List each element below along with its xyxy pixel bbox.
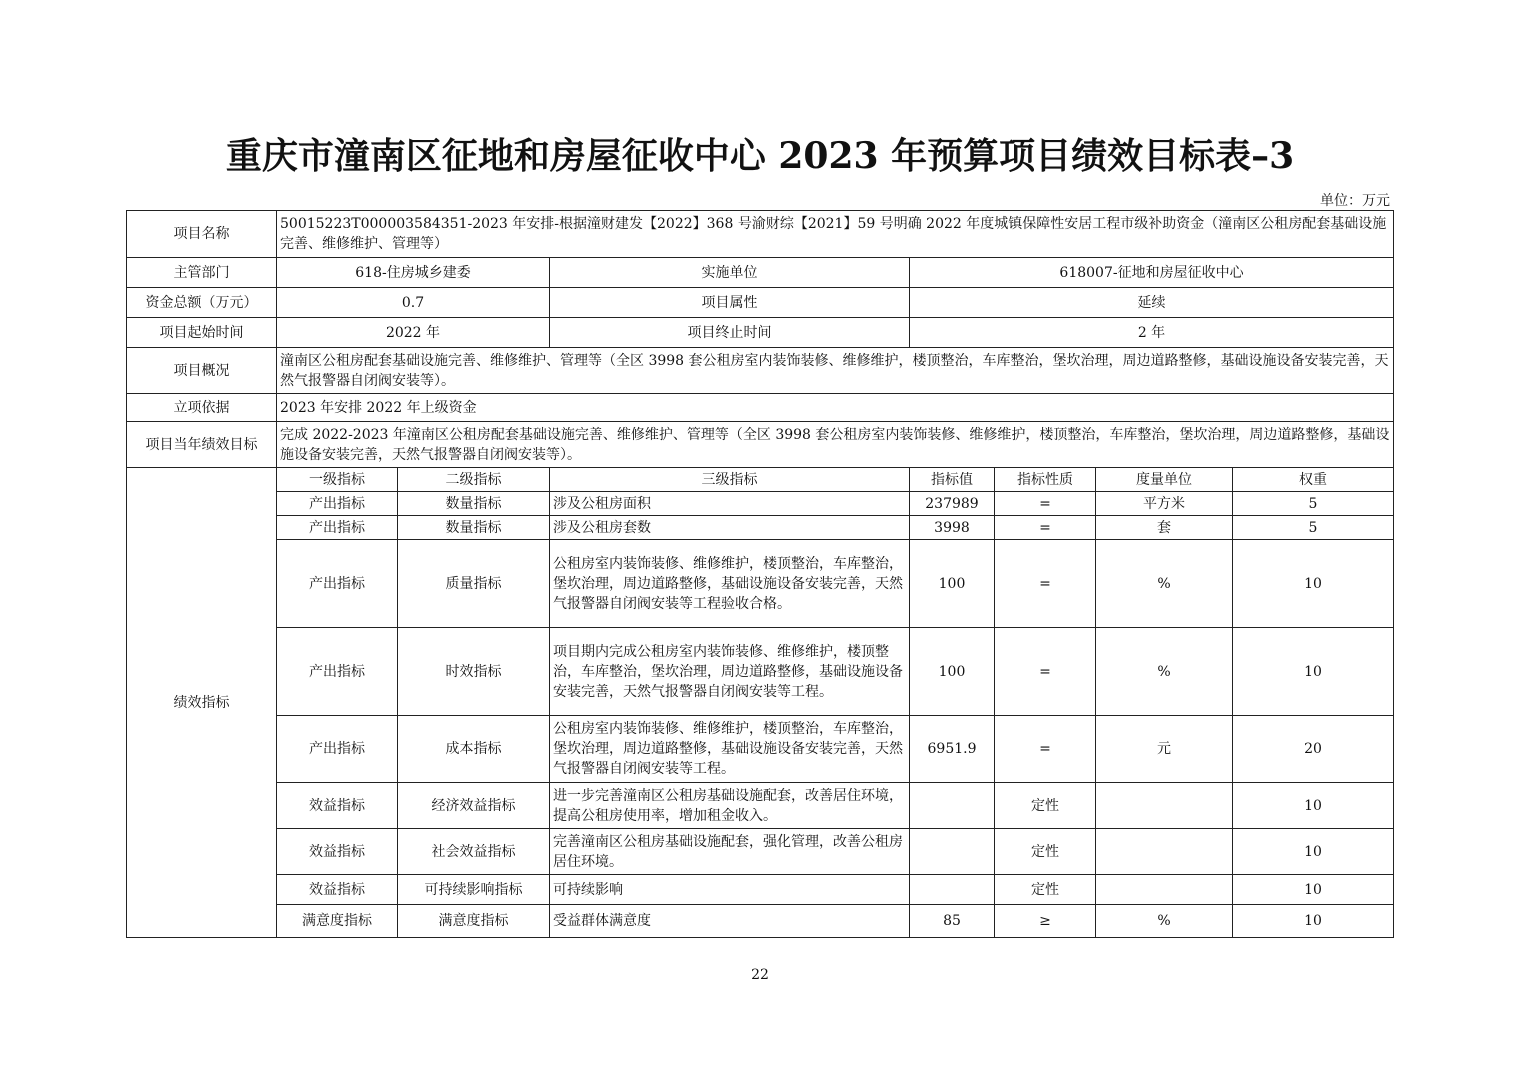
- page-number: 22: [751, 967, 769, 983]
- unit-cell: 平方米: [1096, 492, 1233, 516]
- nature-cell: ≥: [995, 905, 1096, 938]
- start-label: 项目起始时间: [127, 318, 277, 348]
- attr-label: 项目属性: [550, 288, 910, 318]
- table-row: [127, 492, 1394, 516]
- unit-label: 单位：万元: [1320, 193, 1390, 209]
- level1-cell: 产出指标: [277, 716, 398, 783]
- value-cell: 100: [910, 540, 995, 628]
- weight-cell: 10: [1233, 783, 1394, 829]
- weight-cell: 10: [1233, 875, 1394, 905]
- basis-label: 立项依据: [127, 394, 277, 422]
- overview-label: 项目概况: [127, 348, 277, 394]
- unit-cell: 元: [1096, 716, 1233, 783]
- level3-cell: 公租房室内装饰装修、维修维护，楼顶整治，车库整治，堡坎治理，周边道路整修，基础设施设备安装完善，天然气报警器自闭阀安装等工程。: [550, 716, 910, 783]
- level2-cell: 时效指标: [398, 628, 550, 716]
- weight-cell: 10: [1233, 829, 1394, 875]
- table-row: [127, 516, 1394, 540]
- header-level3: 三级指标: [550, 468, 910, 492]
- level3-cell: 受益群体满意度: [550, 905, 910, 938]
- value-cell: 237989: [910, 492, 995, 516]
- level3-cell: 项目期内完成公租房室内装饰装修、维修维护，楼顶整治，车库整治，堡坎治理，周边道路整修，基础设施设备安装完善，天然气报警器自闭阀安装等工程。: [550, 628, 910, 716]
- level1-cell: 产出指标: [277, 628, 398, 716]
- nature-cell: =: [995, 716, 1096, 783]
- level2-cell: 成本指标: [398, 716, 550, 783]
- dept-label: 主管部门: [127, 258, 277, 288]
- level1-cell: 产出指标: [277, 540, 398, 628]
- start-value: 2022 年: [277, 318, 550, 348]
- table-row: [127, 540, 1394, 628]
- end-label: 项目终止时间: [550, 318, 910, 348]
- level1-cell: 产出指标: [277, 516, 398, 540]
- weight-cell: 20: [1233, 716, 1394, 783]
- nature-cell: 定性: [995, 875, 1096, 905]
- end-value: 2 年: [910, 318, 1394, 348]
- value-cell: 85: [910, 905, 995, 938]
- unit-cell: [1096, 875, 1233, 905]
- unit-cell: [1096, 783, 1233, 829]
- value-cell: [910, 875, 995, 905]
- level1-cell: 效益指标: [277, 829, 398, 875]
- value-cell: 3998: [910, 516, 995, 540]
- performance-table: [126, 210, 1394, 938]
- level1-cell: 效益指标: [277, 783, 398, 829]
- level2-cell: 数量指标: [398, 492, 550, 516]
- level2-cell: 数量指标: [398, 516, 550, 540]
- value-cell: [910, 829, 995, 875]
- unit-cell: %: [1096, 905, 1233, 938]
- table-row: [127, 829, 1394, 875]
- nature-cell: =: [995, 516, 1096, 540]
- value-cell: 100: [910, 628, 995, 716]
- table-row: [127, 875, 1394, 905]
- header-nature: 指标性质: [995, 468, 1096, 492]
- level3-cell: 可持续影响: [550, 875, 910, 905]
- header-weight: 权重: [1233, 468, 1394, 492]
- level3-cell: 公租房室内装饰装修、维修维护，楼顶整治，车库整治，堡坎治理，周边道路整修，基础设施设备安装完善，天然气报警器自闭阀安装等工程验收合格。: [550, 540, 910, 628]
- level3-cell: 进一步完善潼南区公租房基础设施配套，改善居住环境，提高公租房使用率，增加租金收入。: [550, 783, 910, 829]
- weight-cell: 5: [1233, 516, 1394, 540]
- header-level1: 一级指标: [277, 468, 398, 492]
- weight-cell: 10: [1233, 905, 1394, 938]
- nature-cell: =: [995, 628, 1096, 716]
- level1-cell: 效益指标: [277, 875, 398, 905]
- level3-cell: 完善潼南区公租房基础设施配套，强化管理，改善公租房居住环境。: [550, 829, 910, 875]
- perf-label: 绩效指标: [127, 468, 277, 938]
- header-value: 指标值: [910, 468, 995, 492]
- nature-cell: 定性: [995, 783, 1096, 829]
- level2-cell: 社会效益指标: [398, 829, 550, 875]
- impl-value: 618007-征地和房屋征收中心: [910, 258, 1394, 288]
- attr-value: 延续: [910, 288, 1394, 318]
- dept-value: 618-住房城乡建委: [277, 258, 550, 288]
- page-title: 重庆市潼南区征地和房屋征收中心 2023 年预算项目绩效目标表–3: [225, 135, 1295, 177]
- unit-cell: 套: [1096, 516, 1233, 540]
- nature-cell: 定性: [995, 829, 1096, 875]
- value-cell: [910, 783, 995, 829]
- nature-cell: =: [995, 492, 1096, 516]
- level2-cell: 满意度指标: [398, 905, 550, 938]
- header-unit: 度量单位: [1096, 468, 1233, 492]
- level2-cell: 经济效益指标: [398, 783, 550, 829]
- overview-value: 潼南区公租房配套基础设施完善、维修维护、管理等（全区 3998 套公租房室内装饰装修、维修维护，楼顶整治，车库整治，堡坎治理，周边道路整修，基础设施设备安装完善，天然气报警器自闭阀安装等）。: [277, 348, 1394, 394]
- impl-label: 实施单位: [550, 258, 910, 288]
- level2-cell: 可持续影响指标: [398, 875, 550, 905]
- fund-value: 0.7: [277, 288, 550, 318]
- level3-cell: 涉及公租房面积: [550, 492, 910, 516]
- unit-cell: %: [1096, 540, 1233, 628]
- basis-value: 2023 年安排 2022 年上级资金: [277, 394, 1394, 422]
- level1-cell: 产出指标: [277, 492, 398, 516]
- table-row: [127, 783, 1394, 829]
- level3-cell: 涉及公租房套数: [550, 516, 910, 540]
- weight-cell: 10: [1233, 628, 1394, 716]
- table-row: [127, 628, 1394, 716]
- project-name-label: 项目名称: [127, 211, 277, 258]
- value-cell: 6951.9: [910, 716, 995, 783]
- weight-cell: 10: [1233, 540, 1394, 628]
- nature-cell: =: [995, 540, 1096, 628]
- goal-label: 项目当年绩效目标: [127, 422, 277, 468]
- weight-cell: 5: [1233, 492, 1394, 516]
- table-row: [127, 905, 1394, 938]
- fund-label: 资金总额（万元）: [127, 288, 277, 318]
- unit-cell: [1096, 829, 1233, 875]
- table-row: [127, 716, 1394, 783]
- goal-value: 完成 2022-2023 年潼南区公租房配套基础设施完善、维修维护、管理等（全区 3998 套公租房室内装饰装修、维修维护，楼顶整治，车库整治，堡坎治理，周边道路整修，基础设施设备安装完善，天然气报警器自闭阀安装等）。: [277, 422, 1394, 468]
- unit-cell: %: [1096, 628, 1233, 716]
- level1-cell: 满意度指标: [277, 905, 398, 938]
- project-name-value: 50015223T000003584351-2023 年安排-根据潼财建发【2022】368 号渝财综【2021】59 号明确 2022 年度城镇保障性安居工程市级补助资金（潼南区公租房配套基础设施完善、维修维护、管理等）: [277, 211, 1394, 258]
- level2-cell: 质量指标: [398, 540, 550, 628]
- header-level2: 二级指标: [398, 468, 550, 492]
